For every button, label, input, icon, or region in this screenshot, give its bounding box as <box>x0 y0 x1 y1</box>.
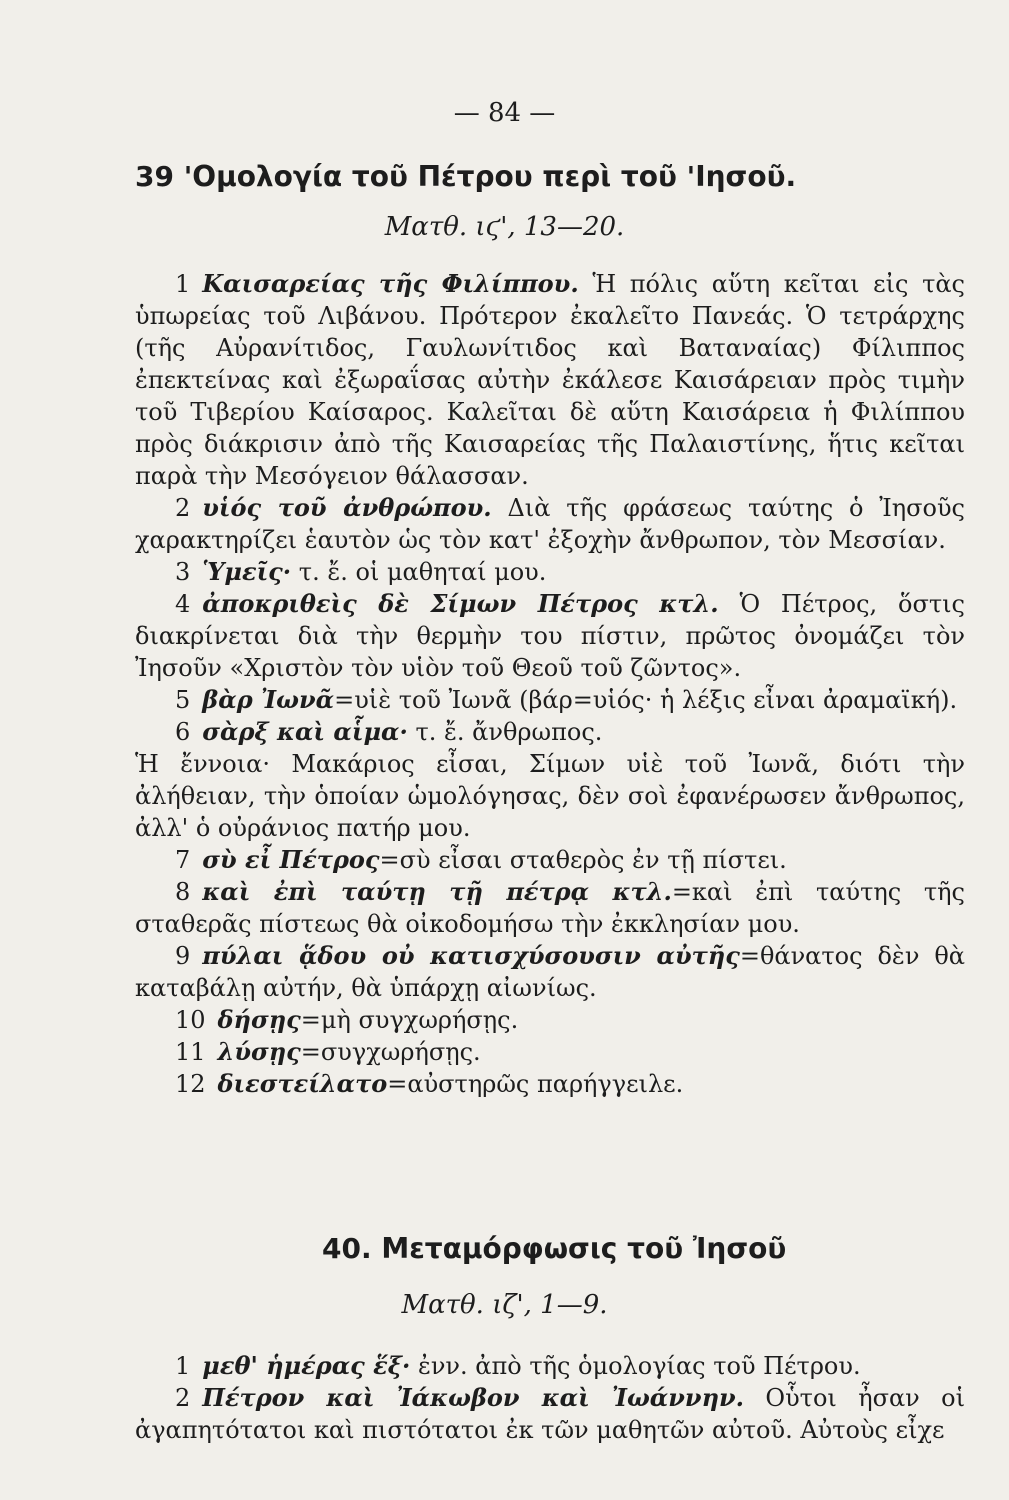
note-paragraph <box>135 684 965 716</box>
section-40-title: 40. Μεταμόρφωσις τοῦ Ἰησοῦ <box>322 1232 787 1265</box>
note-text: =καὶ ἐπὶ ταύτης τῆς σταθερᾶς πίστεως θὰ οἰκοδομήσω τὴν ἐκκλησίαν μου. <box>135 878 965 938</box>
note-text: Ὁ Πέτρος, ὅστις διακρίνεται διὰ τὴν θερμὴν του πίστιν, πρῶτος ὀνομάζει τὸν Ἰησοῦν «Χριστὸν τὸν υἱὸν τοῦ Θεοῦ τοῦ ζῶντος». <box>135 590 965 682</box>
section-39-title: 39 'Ομολογία τοῦ Πέτρου περὶ τοῦ 'Ιησοῦ. <box>135 160 797 193</box>
note-paragraph-continuation <box>135 748 965 844</box>
note-paragraph <box>135 716 965 748</box>
note-number: 7 <box>175 846 191 874</box>
note-term: υἱός τοῦ ἀνθρώπου. <box>202 493 492 522</box>
note-number: 2 <box>175 1384 191 1412</box>
note-paragraph <box>135 844 965 876</box>
note-number: 6 <box>175 718 191 746</box>
note-paragraph <box>135 492 965 556</box>
note-paragraph <box>135 588 965 684</box>
note-paragraph <box>135 1036 965 1068</box>
section-40-reference: Ματθ. ιζ', 1—9. <box>401 1290 608 1320</box>
note-term: Πέτρον καὶ Ἰάκωβον καὶ Ἰωάννην. <box>202 1383 745 1412</box>
note-term: Καισαρείας τῆς Φιλίππου. <box>202 269 579 298</box>
note-number: 10 <box>175 1006 206 1034</box>
note-term: πύλαι ᾅδου οὐ κατισχύσουσιν αὐτῆς <box>202 941 740 970</box>
note-number: 1 <box>175 1352 191 1380</box>
section-39-reference: Ματθ. ιϛ', 13—20. <box>384 212 625 242</box>
note-number: 3 <box>175 558 191 586</box>
note-text: τ. ἔ. οἱ μαθηταί μου. <box>291 558 547 586</box>
note-term: δήσῃς <box>217 1005 301 1034</box>
note-number: 9 <box>175 942 191 970</box>
note-text: =υἱὲ τοῦ Ἰωνᾶ (βάρ=υἱός· ἡ λέξις εἶναι ἀραμαϊκή). <box>334 686 958 714</box>
note-number: 8 <box>175 878 191 906</box>
note-text: =μὴ συγχωρήσῃς. <box>300 1006 519 1034</box>
note-paragraph <box>135 556 965 588</box>
note-text: =σὺ εἶσαι σταθερὸς ἐν τῇ πίστει. <box>379 846 787 874</box>
note-term: σὰρξ καὶ αἷμα· <box>202 717 408 746</box>
section-40-body <box>135 1350 965 1446</box>
note-paragraph <box>135 1068 965 1100</box>
note-paragraph <box>135 1350 965 1382</box>
note-number: 11 <box>175 1038 206 1066</box>
note-text: =θάνατος δὲν θὰ καταβάλῃ αὐτήν, θὰ ὑπάρχῃ αἰωνίως. <box>135 942 965 1002</box>
note-term: καὶ ἐπὶ ταύτῃ τῇ πέτρᾳ κτλ. <box>202 877 672 906</box>
section-39-body <box>135 268 965 1100</box>
note-paragraph <box>135 876 965 940</box>
page-number: — 84 — <box>453 98 556 128</box>
note-text: Οὗτοι ἦσαν οἱ ἀγαπητότατοι καὶ πιστότατοι ἐκ τῶν μαθητῶν αὐτοῦ. Αὐτοὺς εἶχε <box>135 1384 965 1444</box>
note-text: =αὐστηρῶς παρήγγειλε. <box>387 1070 684 1098</box>
note-term: διεστείλατο <box>217 1069 388 1098</box>
note-term: Ὑμεῖς· <box>202 557 292 586</box>
note-paragraph <box>135 940 965 1004</box>
note-term: ἀποκριθεὶς δὲ Σίμων Πέτρος κτλ. <box>202 589 719 618</box>
note-term: λύσῃς <box>217 1037 301 1066</box>
note-text: =συγχωρήσῃς. <box>300 1038 481 1066</box>
note-text: Διὰ τῆς φράσεως ταύτης ὁ Ἰησοῦς χαρακτηρίζει ἑαυτὸν ὡς τὸν κατ' ἐξοχὴν ἄνθρωπον, τὸν Μεσσίαν. <box>135 494 965 554</box>
note-number: 1 <box>175 270 191 298</box>
note-number: 2 <box>175 494 191 522</box>
note-number: 12 <box>175 1070 206 1098</box>
note-number: 5 <box>175 686 191 714</box>
note-paragraph <box>135 1004 965 1036</box>
note-term: βὰρ Ἰωνᾶ <box>202 685 335 714</box>
note-term: μεθ' ἡμέρας ἕξ· <box>202 1351 411 1380</box>
note-paragraph <box>135 1382 965 1446</box>
note-text: Ἡ πόλις αὕτη κεῖται εἰς τὰς ὑπωρείας τοῦ Λιβάνου. Πρότερον ἐκαλεῖτο Πανεάς. Ὁ τετράρχης (τῆς Αὐρανίτιδος, Γαυλωνίτιδος καὶ Βαταναίας) Φίλιππος ἐπεκτείνας καὶ ἐξωραΐσας αὐτὴν ἐκάλεσε Καισάρειαν πρὸς τιμὴν τοῦ Τιβερίου Καίσαρος. Καλεῖται δὲ αὕτη Καισάρεια ἡ Φιλίππου πρὸς διάκρισιν ἀπὸ τῆς Καισαρείας τῆς Παλαιστίνης, ἥτις κεῖται παρὰ τὴν Μεσόγειον θάλασσαν. <box>135 270 965 490</box>
note-term: σὺ εἶ Πέτρος <box>202 845 380 874</box>
note-text: τ. ἔ. ἄνθρωπος. <box>407 718 603 746</box>
note-text: ἐνν. ἀπὸ τῆς ὁμολογίας τοῦ Πέτρου. <box>410 1352 861 1380</box>
note-paragraph <box>135 268 965 492</box>
note-number: 4 <box>175 590 191 618</box>
note-text: Ἡ ἔννοια· Μακάριος εἶσαι, Σίμων υἱὲ τοῦ Ἰωνᾶ, διότι τὴν ἀλήθειαν, τὴν ὁποίαν ὡμολόγησας, δὲν σοὶ ἐφανέρωσεν ἄνθρωπος, ἀλλ' ὁ οὐράνιος πατήρ μου. <box>135 750 965 842</box>
